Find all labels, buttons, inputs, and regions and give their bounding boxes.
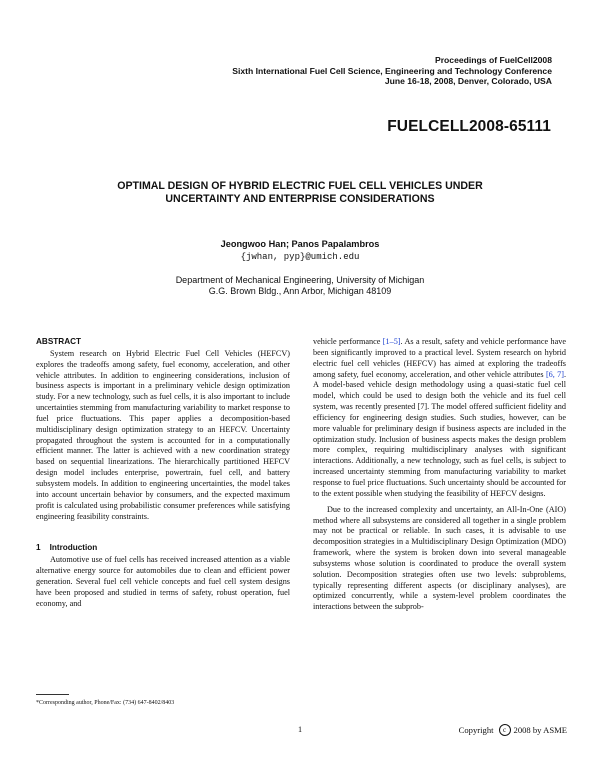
footnote-divider (36, 694, 69, 695)
intro-paragraph-1: Automotive use of fuel cells has received increased attention as a viable alternative energy source for automobiles due to clean and efficient power generation. Several fuel cell vehicle concepts and fuel cell system designs have been proposed and studied in terms of safety, robust operation, fuel economy, and (36, 555, 290, 608)
introduction-heading (36, 543, 290, 554)
page-number: 1 (297, 725, 303, 734)
intro-text-segment-b: . As a result, safety and vehicle performance have been significantly improved to a practical level. System research on hybrid electric fuel cell vehicles (HEFCV) has aimed at exploring the tradeoffs among safety, fuel economy, acceleration, and other vehicle attributes (313, 337, 566, 379)
conference-name: Sixth International Fuel Cell Science, Engineering and Technology Conference (232, 65, 552, 76)
intro-paragraph-1-continued (313, 337, 566, 500)
copyright-label: Copyright (458, 725, 494, 735)
citation-link-2[interactable]: [6, 7] (545, 369, 564, 379)
copyright-symbol-icon: c (499, 724, 511, 736)
proceedings-title: Proceedings of FuelCell2008 (434, 55, 552, 65)
paper-title-line2: UNCERTAINTY AND ENTERPRISE CONSIDERATIONS (165, 193, 435, 205)
intro-paragraph-2: Due to the increased complexity and uncertainty, an All-In-One (AIO) method where all subsystems are considered all together in a single problem may not be practical or reliable. In such cases, it is advisable to use decomposition strategies in a Multidisciplinary Design Optimization (MDO) framework, where the system is broken down into several manageable subsystems whose solution is coordinated to produce the overall system solution. Decomposition strategies often use two levels: subproblems, typically representing different aspects (or disciplinary analyses), are optimized concurrently, while a system-level problem coordinates the interactions between the subprob- (313, 504, 566, 612)
affiliation-line2: G.G. Brown Bldg., Ann Arbor, Michigan 48109 (208, 286, 392, 296)
paper-id: FUELCELL2008-65111 (387, 118, 551, 135)
copyright-notice (459, 724, 567, 736)
right-column (313, 337, 566, 613)
paper-title (90, 180, 510, 206)
author-affiliation (0, 275, 600, 297)
section-title: Introduction (49, 543, 98, 553)
paper-title-line1: OPTIMAL DESIGN OF HYBRID ELECTRIC FUEL CELL VEHICLES UNDER (117, 180, 483, 192)
left-column (36, 337, 290, 609)
section-number: 1 (36, 543, 41, 553)
abstract-text: System research on Hybrid Electric Fuel Cell Vehicles (HEFCV) explores the tradeoffs among safety, fuel economy, acceleration, and other vehicle attributes. In addition to engineering considerations, inclusion of business aspects is important in a preliminary vehicle design optimization study. For a new technology, such as fuel cells, it is also important to include uncertainties stemming from manufacturing variability to market response to fuel price fluctuations. This paper applies a decomposition-based multidisciplinary design optimization strategy to an HEFCV. Uncertainty propagated throughout the system is accounted for in a computationally efficient manner. The latter is achieved with a new coordination strategy based on sequential linearizations. The hierarchically partitioned HEFCV design model includes enterprise, powertrain, fuel cell, and battery subsystem models. In addition to engineering uncertainties, the model takes into account uncertain behavior by consumers, and the expected maximum profit is calculated using probabilistic consumer preferences while satisfying engineering feasibility constraints. (36, 348, 290, 521)
proceedings-header (232, 55, 552, 87)
intro-text-segment-a: vehicle performance (313, 337, 383, 346)
author-email: {jwhan, pyp}@umich.edu (240, 252, 360, 262)
abstract-heading: ABSTRACT (36, 337, 82, 346)
author-names: Jeongwoo Han; Panos Papalambros (220, 239, 380, 249)
intro-text-segment-c: . A model-based vehicle design methodology using a quasi-static fuel cell model, which could be used to design both the vehicle and its fuel cell system, was recently presented [7]. The model offered sufficient fidelity and efficiency for engineering design studies. Such studies, however, can be more valuable for preliminary design if business aspects are included in the optimization study. Inclusion of business aspects makes the design problem more complex, requiring multidisciplinary analyses with significant interactions. Additionally, a new technology, such as fuel cells, is subject to increased uncertainty stemming from manufacturing variability to market response to fuel price fluctuations. Such uncertainty should be accounted for to the extent possible when studying the feasibility of HEFCV designs. (313, 369, 567, 498)
citation-link-1[interactable]: [1–5] (382, 337, 401, 346)
footnote: *Corresponding author, Phone/Fax: (734) 647-8402/8403 (36, 700, 175, 706)
copyright-text: 2008 by ASME (513, 725, 567, 735)
conference-dates-location: June 16-18, 2008, Denver, Colorado, USA (384, 76, 552, 86)
affiliation-line1: Department of Mechanical Engineering, University of Michigan (175, 275, 425, 285)
